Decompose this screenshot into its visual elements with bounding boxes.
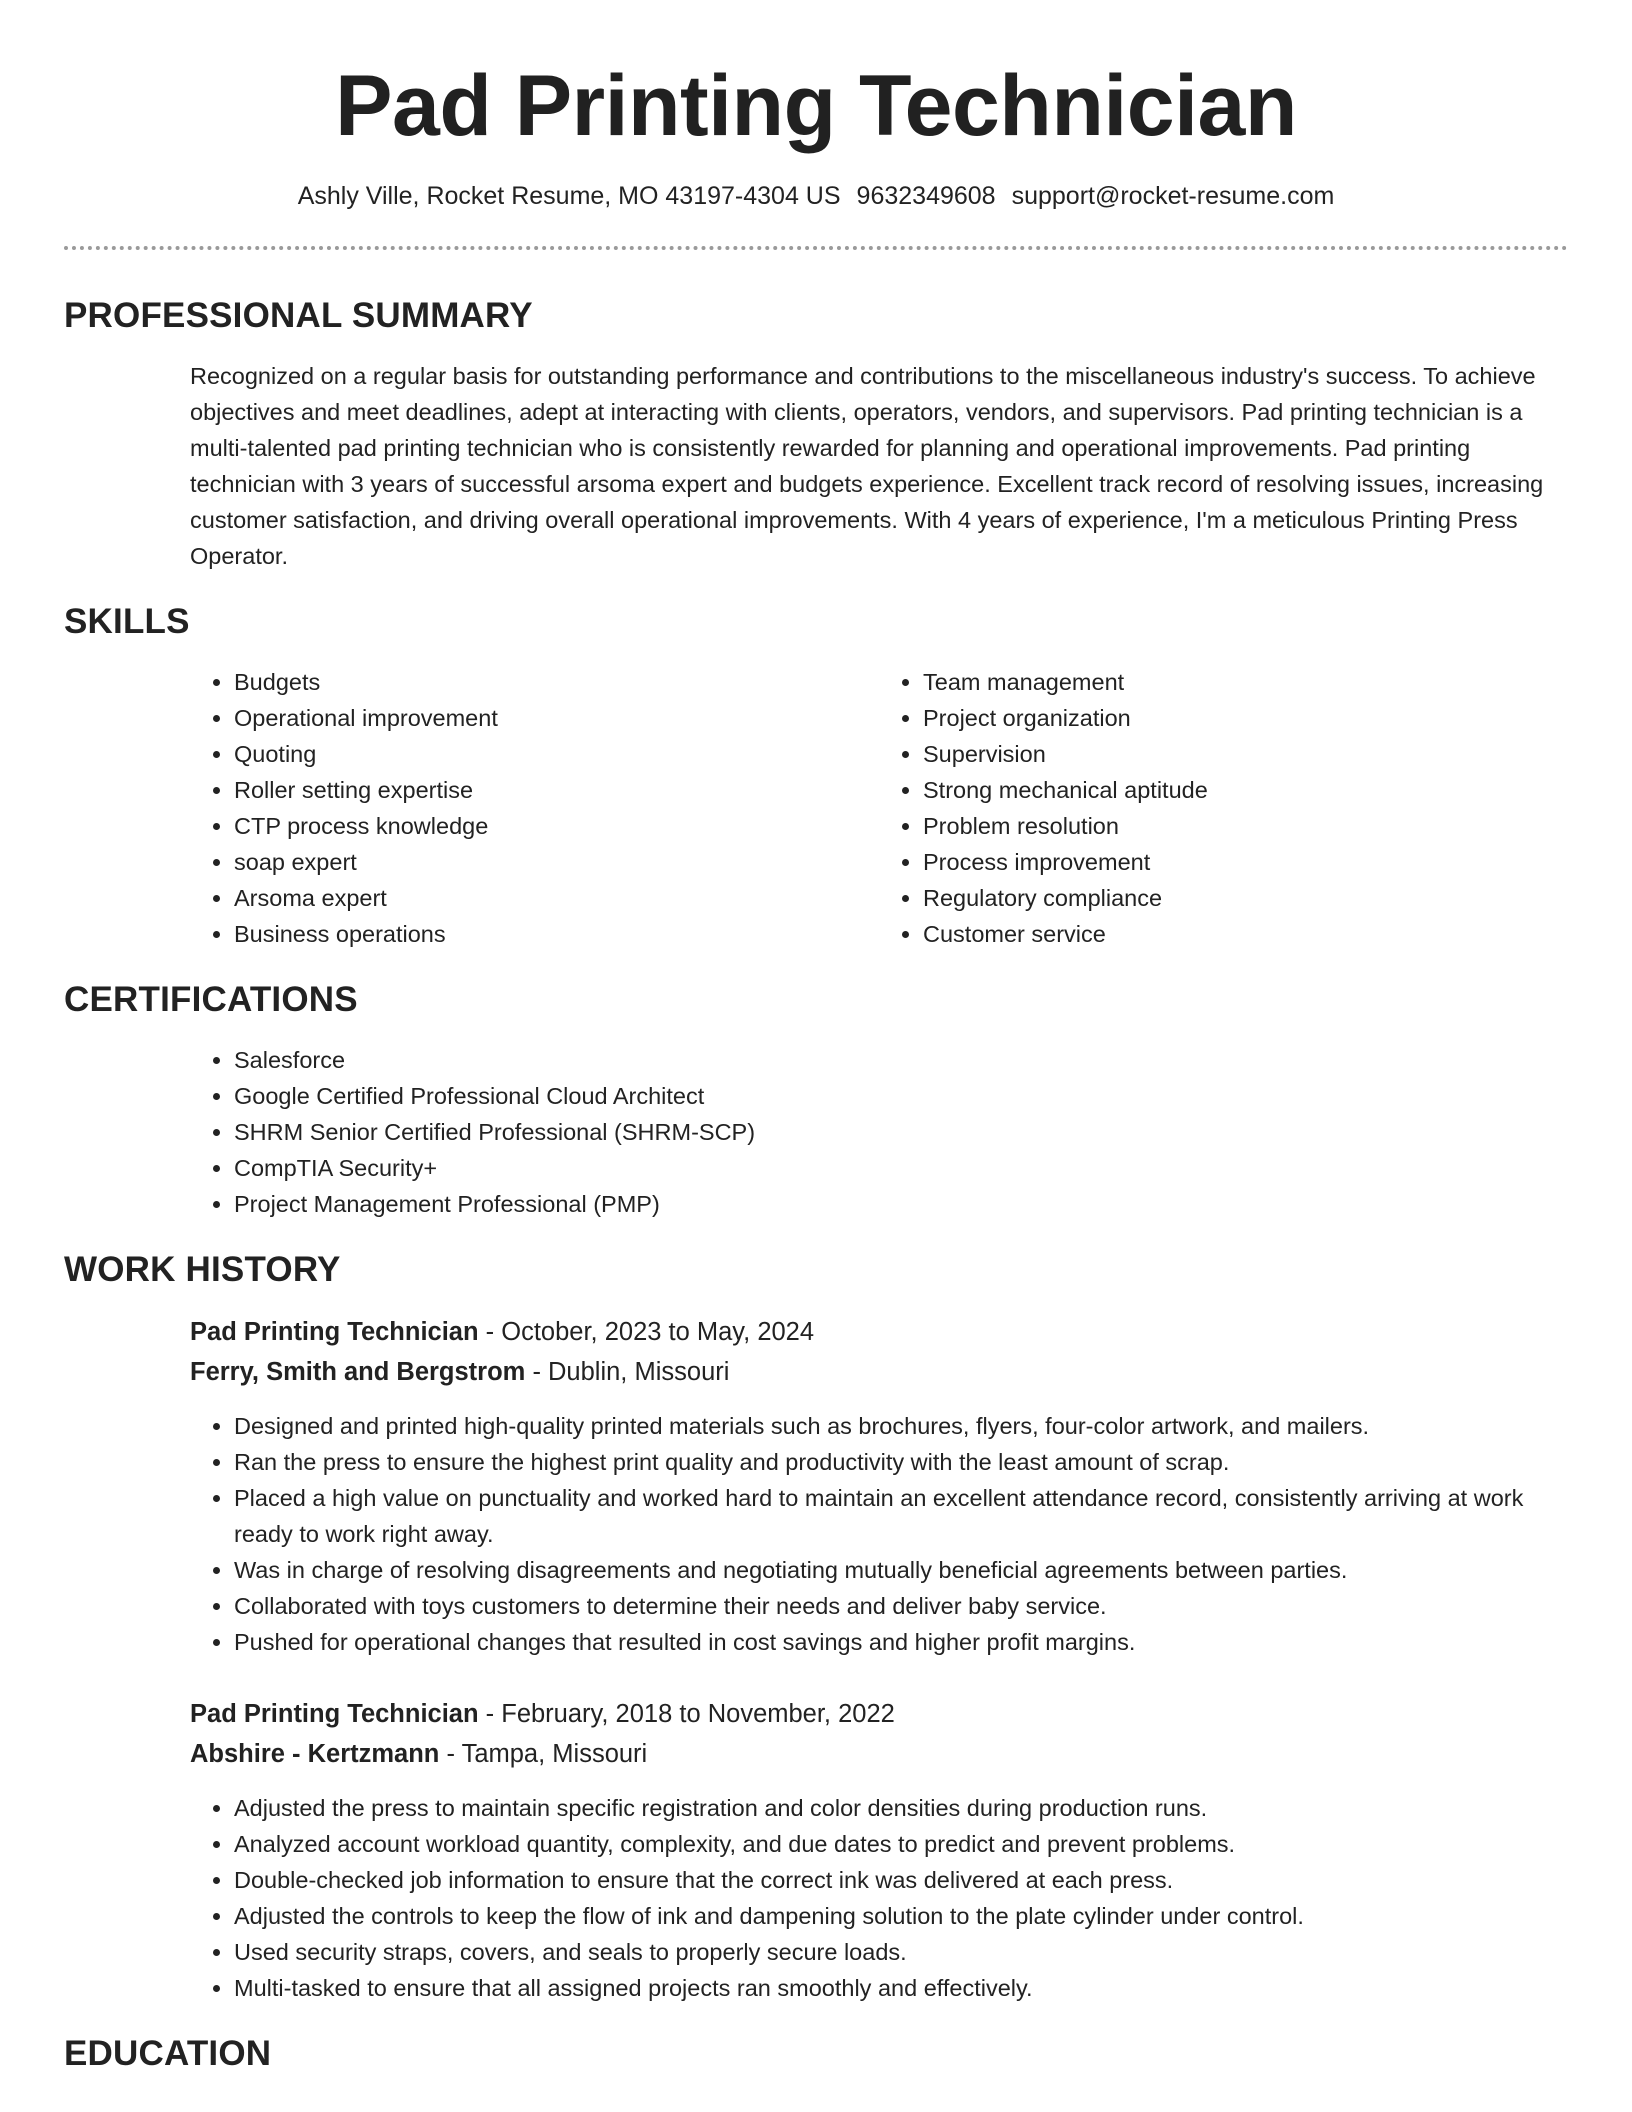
skills-columns bbox=[190, 642, 1568, 952]
certifications-heading: CERTIFICATIONS bbox=[64, 980, 358, 1019]
contact-phone: 9632349608 bbox=[856, 182, 996, 210]
skills-list-right bbox=[879, 664, 1568, 952]
job-title-line bbox=[190, 1694, 1568, 1734]
skill-item: • Quoting bbox=[234, 736, 879, 772]
job-dates: - February, 2018 to November, 2022 bbox=[478, 1700, 895, 1728]
job-bullet: • Analyzed account workload quantity, complexity, and due dates to predict and prevent problems. bbox=[234, 1826, 1568, 1862]
job-entry bbox=[190, 1312, 1568, 1660]
certification-item: • Project Management Professional (PMP) bbox=[234, 1186, 1568, 1222]
job-company-line bbox=[190, 1352, 1568, 1392]
job-bullet: • Placed a high value on punctuality and worked hard to maintain an excellent attendance record, consistently arriving at work ready to work right away. bbox=[234, 1480, 1568, 1552]
job-company: Ferry, Smith and Bergstrom bbox=[190, 1358, 526, 1386]
job-bullet: • Adjusted the press to maintain specific registration and color densities during production runs. bbox=[234, 1790, 1568, 1826]
job-dates: - October, 2023 to May, 2024 bbox=[478, 1318, 815, 1346]
summary-section bbox=[64, 296, 1568, 574]
certifications-section bbox=[64, 980, 1568, 1222]
skill-item: • CTP process knowledge bbox=[234, 808, 879, 844]
job-title: Pad Printing Technician bbox=[190, 1318, 479, 1346]
contact-address: Ashly Ville, Rocket Resume, MO 43197-4304 US bbox=[297, 182, 841, 210]
job-bullet: • Was in charge of resolving disagreements and negotiating mutually beneficial agreements between parties. bbox=[234, 1552, 1568, 1588]
education-section bbox=[64, 2034, 1568, 2074]
job-bullets bbox=[190, 1408, 1568, 1660]
certification-item: • SHRM Senior Certified Professional (SHRM-SCP) bbox=[234, 1114, 1568, 1150]
resume-page bbox=[64, 0, 1568, 2074]
job-company-line bbox=[190, 1734, 1568, 1774]
skill-item: • Arsoma expert bbox=[234, 880, 879, 916]
job-bullet: • Adjusted the controls to keep the flow of ink and dampening solution to the plate cylinder under control. bbox=[234, 1898, 1568, 1934]
skill-item: • Operational improvement bbox=[234, 700, 879, 736]
certification-item: • Google Certified Professional Cloud Architect bbox=[234, 1078, 1568, 1114]
job-bullet: • Designed and printed high-quality printed materials such as brochures, flyers, four-color artwork, and mailers. bbox=[234, 1408, 1568, 1444]
certification-item: • CompTIA Security+ bbox=[234, 1150, 1568, 1186]
job-bullets bbox=[190, 1790, 1568, 2006]
skills-list-left bbox=[190, 664, 879, 952]
job-title-line bbox=[190, 1312, 1568, 1352]
summary-heading: PROFESSIONAL SUMMARY bbox=[64, 296, 533, 335]
skill-item: • Process improvement bbox=[923, 844, 1568, 880]
work-history-section bbox=[64, 1250, 1568, 2006]
certifications-list bbox=[190, 1042, 1568, 1222]
work-history-heading: WORK HISTORY bbox=[64, 1250, 341, 1289]
skill-item: • Budgets bbox=[234, 664, 879, 700]
skills-section bbox=[64, 602, 1568, 952]
skill-item: • Customer service bbox=[923, 916, 1568, 952]
job-entry bbox=[190, 1694, 1568, 2006]
skill-item: • Problem resolution bbox=[923, 808, 1568, 844]
skills-heading: SKILLS bbox=[64, 602, 190, 641]
skill-item: • Roller setting expertise bbox=[234, 772, 879, 808]
header-divider bbox=[64, 246, 1568, 250]
skill-item: • Supervision bbox=[923, 736, 1568, 772]
job-location: - Tampa, Missouri bbox=[439, 1740, 648, 1768]
job-bullet: • Ran the press to ensure the highest print quality and productivity with the least amount of scrap. bbox=[234, 1444, 1568, 1480]
skill-item: • Business operations bbox=[234, 916, 879, 952]
skill-item: • Project organization bbox=[923, 700, 1568, 736]
job-bullet: • Collaborated with toys customers to determine their needs and deliver baby service. bbox=[234, 1588, 1568, 1624]
skill-item: • Regulatory compliance bbox=[923, 880, 1568, 916]
job-bullet: • Used security straps, covers, and seals to properly secure loads. bbox=[234, 1934, 1568, 1970]
skill-item: • Strong mechanical aptitude bbox=[923, 772, 1568, 808]
page-title: Pad Printing Technician bbox=[335, 58, 1297, 154]
job-title: Pad Printing Technician bbox=[190, 1700, 479, 1728]
skill-item: • soap expert bbox=[234, 844, 879, 880]
certification-item: • Salesforce bbox=[234, 1042, 1568, 1078]
skill-item: • Team management bbox=[923, 664, 1568, 700]
job-bullet: • Pushed for operational changes that resulted in cost savings and higher profit margins. bbox=[234, 1624, 1568, 1660]
job-location: - Dublin, Missouri bbox=[525, 1358, 730, 1386]
job-bullet: • Double-checked job information to ensure that the correct ink was delivered at each press. bbox=[234, 1862, 1568, 1898]
contact-email: support@rocket-resume.com bbox=[1011, 182, 1335, 210]
job-company: Abshire - Kertzmann bbox=[190, 1740, 440, 1768]
job-bullet: • Multi-tasked to ensure that all assigned projects ran smoothly and effectively. bbox=[234, 1970, 1568, 2006]
education-heading: EDUCATION bbox=[64, 2034, 272, 2073]
contact-line bbox=[64, 180, 1568, 212]
summary-text: Recognized on a regular basis for outstanding performance and contributions to the miscellaneous industry's success. To achieve objectives and meet deadlines, adept at interacting with clients, operators, vendors, and supervisors. Pad printing technician is a multi-talented pad printing technician who is consistently rewarded for planning and operational improvements. Pad printing technician with 3 years of successful arsoma expert and budgets experience. Excellent track record of resolving issues, increasing customer satisfaction, and driving overall operational improvements. With 4 years of experience, I'm a meticulous Printing Press Operator. bbox=[190, 363, 1544, 569]
